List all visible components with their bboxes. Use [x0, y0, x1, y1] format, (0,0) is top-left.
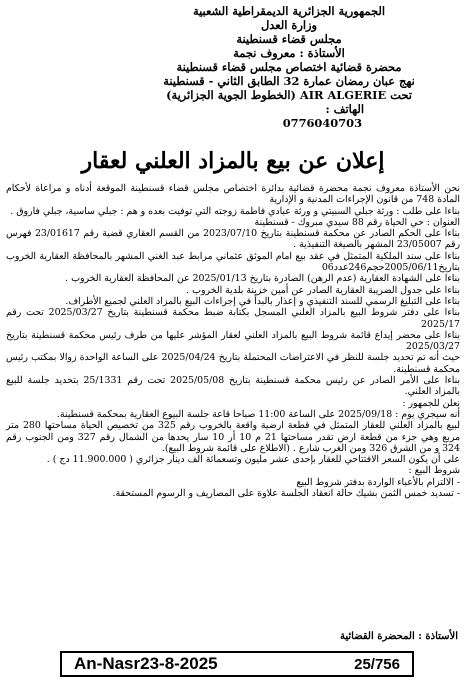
header-line: الجمهورية الجزائرية الديمقراطية الشعبية — [192, 4, 386, 18]
publication-code: An-Nasr23-8-2025 — [74, 654, 218, 673]
header-line: الأستاذة : معروف نجمة — [233, 46, 345, 60]
body-paragraph: بناءا على محضر إيداع قائمة شروط البيع بالمزاد العلني لعقار المؤشر عليها من طرف رئيس محكمة قسنطينة بتاريخ 2025/03/27 — [6, 329, 460, 353]
body-paragraph: - الالتزام بالأعباء الواردة بدفتر شروط البيع — [296, 476, 460, 488]
announcement-title: إعلان عن بيع بالمزاد العلني لعقار — [81, 148, 385, 174]
phone-block — [124, 102, 454, 130]
phone-label: الهاتف : — [325, 102, 364, 116]
body-paragraph: لبيع بالمزاد العلني للعقار المتمثل في قطعة ارضية واقعة بالخروب رقم 325 من تخصيص الحياة مساحتها 280 متر مربع وهي جزء من قطعة ارض تقدر مساحتها 21 م 10 أر 10 سار يحدها من الشمال رقم 327 ومن الجنوب رقم 324 و من الشرق 326 ومن الغرب شارع . (الاطلاع على قائمة شروط البيع). — [6, 420, 461, 454]
body-paragraph: على أن يكون السعر الافتتاحي للعقار بإحدى عشر مليون وتسعمائة الف دينار جزائري ( 11.900.000 دج ) . — [46, 454, 460, 466]
body-paragraph: العنوان : حي الحياة رقم 88 سيدي مبروك - قسنطينة — [254, 216, 460, 228]
phone-number: 0776040703 — [282, 116, 362, 130]
header-line: تحت AIR ALGERIE (الخطوط الجوية الجزائرية) — [166, 88, 412, 102]
body-paragraph: بناءا على طلب : ورثة جبلي السبيتي و ورثة عبادي فاطمة زوجته التي توفيت بعده و هم : جبلي ساسية، جبلي فاروق . — [10, 205, 460, 217]
signature-line: الأستاذة : المحضرة القضائية — [339, 631, 458, 642]
body-paragraph: - تسديد خمس الثمن بشيك حالة انعقاد الجلسة علاوة على المصاريف و الرسوم المستحقة. — [112, 488, 460, 500]
body-paragraph: بناءا على دفتر شروط البيع بالمزاد العلني المسجل بكتابة ضبط محكمة قسنطينة بتاريخ 2025/03/27 تحت رقم 2025/17 — [6, 307, 460, 330]
page-number: 25/756 — [354, 655, 400, 673]
header-line: مجلس قضاء قسنطينة — [236, 32, 342, 46]
body-paragraph: بناءا على جدول الضريبة العقارية الصادر عن أمين خزينة بلدية الخروب . — [186, 284, 460, 296]
body-paragraph: بناءا على الشهادة العقارية (عدم الرهن) الصادرة بتاريخ 2025/01/13 عن المحافظة العقارية الخروب . — [65, 273, 460, 285]
header-line: وزارة العدل — [261, 18, 317, 32]
header-line: محضرة قضائية اختصاص مجلس قضاء قسنطينة — [176, 60, 402, 74]
body-paragraph: أنه سيجري يوم : 2025/09/18 على الساعة 11:00 صباحا قاعة جلسة البيوع العقارية بمحكمة قسنطينة. — [56, 408, 460, 420]
header-line: نهج عبان رمضان عمارة 32 الطابق الثاني - قسنطينة — [163, 74, 415, 88]
bailiff-header — [124, 4, 454, 130]
body-paragraph: نعلن للجمهور : — [402, 397, 460, 409]
body-paragraph: نحن الأستاذة معروف نجمة محضرة قضائية بدائرة اختصاص مجلس قضاء قسنطينة الموقعة أدناه و مراعاة لأحكام المادة 748 من قانون الإجراءات المدنية و الإدارية — [6, 183, 460, 206]
body-paragraph: بناءا على التبليغ الرسمي للسند التنفيذي و إعذار بالبدأ في إجراءات البيع بالمزاد العلني لجميع الأطراف. — [65, 295, 460, 307]
publication-footer — [60, 651, 414, 677]
body-paragraph: بناءا على الأمر الصادر عن رئيس محكمة قسنطينة بتاريخ 2025/05/08 تحت رقم 25/1331 بتحديد جلسة للبيع بالمزاد العلني. — [6, 375, 461, 398]
body-paragraph: بناءا على سند الملكية المتمثل في عقد بيع امام الموثق عثماني مرابط عبد الغني المشهر بالمحافظة العقارية الخروب بتاريخ2005/06/11حجم246عدد06 — [6, 250, 460, 274]
body-paragraph: حيث أنه تم تحديد جلسة للنظر في الاعتراضات المحتملة بتاريخ 2025/04/24 على الساعة الواحدة زوالا بمكتب رئيس محكمة قسنطينة. — [6, 352, 460, 375]
body-paragraph: بناءا على الحكم الصادر عن محكمة قسنطينة بتاريخ 2023/07/10 من القسم العقاري قضية رقم 23/01617 فهرس رقم 23/05007 المشهر بالصيغة التنفيذية . — [6, 228, 460, 251]
body-paragraph: شروط البيع : — [408, 465, 460, 477]
announcement-body — [6, 183, 460, 653]
